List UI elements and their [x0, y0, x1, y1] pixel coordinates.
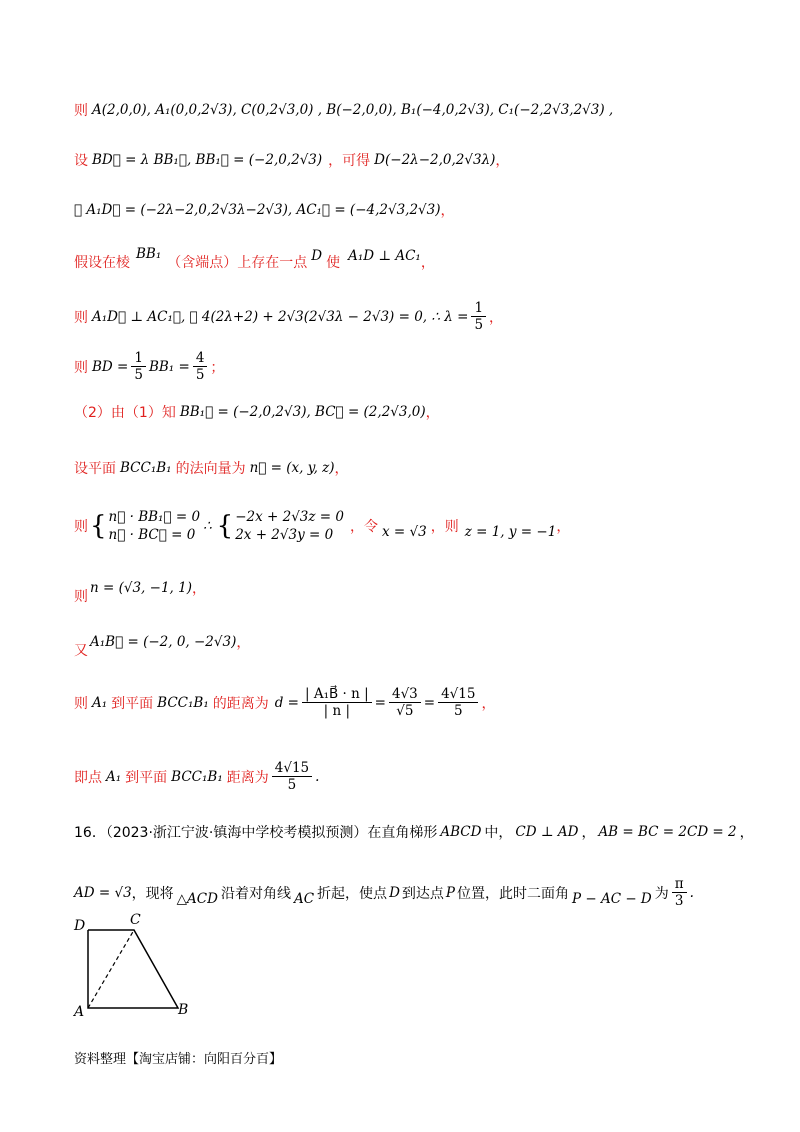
solution-line-1	[74, 100, 613, 120]
lambda-fraction	[471, 300, 486, 333]
fraction-numerator: 4√15	[272, 760, 312, 777]
punct: ，	[556, 519, 571, 535]
word-set-plane: 设平面	[74, 461, 116, 477]
vectors-math: ∴ A₁D⃗ = (−2λ−2,0,2√3λ−2√3), AC₁⃗ = (−4,2√3,2√3)	[74, 202, 441, 218]
distance-fraction-1	[302, 686, 372, 719]
fraction-numerator: 4	[193, 350, 208, 367]
solution-line-11	[74, 632, 251, 659]
distance-fraction-2	[389, 686, 421, 719]
punct: ，	[334, 461, 349, 477]
side-lengths: AB = BC = 2CD = 2	[598, 824, 737, 840]
point-a1: A₁	[92, 694, 108, 711]
plane-name: BCC₁B₁	[171, 768, 223, 785]
punct: ，	[425, 405, 440, 421]
fraction-denominator: 5	[134, 367, 143, 383]
coordinates-math: A(2,0,0), A₁(0,0,2√3), C(0,2√3,0) , B(−2,0,0), B₁(−4,0,2√3), C₁(−2,2√3,2√3) ,	[92, 102, 614, 118]
text-arrive: 到达点	[401, 885, 444, 902]
label-d: D	[74, 918, 86, 934]
solution-line-2	[74, 150, 509, 170]
comma: ，	[739, 825, 754, 841]
distance-text: 距离为	[226, 769, 269, 786]
system-1-eq-1: n⃗ · BB₁⃗ = 0	[108, 509, 201, 525]
fraction-numerator: 4√3	[389, 686, 421, 703]
word-ze: 则	[74, 309, 88, 326]
punct: ，	[236, 635, 251, 651]
punct: ，	[481, 695, 496, 712]
footer-source: 资料整理【淘宝店铺：向阳百分百】	[74, 1052, 283, 1067]
fraction-denominator: √5	[396, 703, 414, 719]
fraction-denominator: 5	[195, 367, 205, 383]
problem-16-line-2	[74, 876, 694, 909]
assumption-text: 假设在棱	[74, 255, 130, 271]
label-b: B	[178, 1002, 189, 1018]
comma: ，	[581, 825, 596, 841]
fraction-numerator: | A₁B⃗ · n |	[302, 686, 372, 703]
punct: ，	[489, 309, 504, 326]
bd-math: BD =	[92, 358, 129, 375]
dihedral-angle: P − AC − D	[571, 890, 652, 907]
solution-line-13	[74, 760, 319, 793]
word-you: 又	[74, 643, 88, 659]
solution-line-5	[74, 300, 503, 333]
solution-line-12	[74, 686, 495, 719]
point-d-math: D(−2λ−2,0,2√3λ)	[374, 152, 496, 168]
text-diagonal: 沿着对角线	[220, 885, 291, 902]
word-ze: 则	[74, 103, 88, 119]
assumption-text-2: （含端点）上存在一点	[167, 255, 308, 271]
normal-vector-result: n = (√3, −1, 1)	[90, 580, 192, 596]
label-a: A	[74, 1004, 85, 1020]
diagonal-ac: AC	[293, 890, 315, 907]
normal-vector-text: 的法向量为	[175, 461, 246, 477]
therefore-symbol: ∴	[203, 518, 212, 534]
solution-line-3	[74, 200, 455, 220]
punct: ，	[495, 153, 510, 169]
trapezoid-name: ABCD	[440, 824, 482, 840]
diagonal-ac-line	[88, 930, 134, 1008]
to-plane-text: 到平面	[125, 769, 168, 786]
perp-equation: A₁D⃗ ⊥ AC₁⃗, ∴ 4(2λ+2) + 2√3(2√3λ − 2√3) = 0, ∴ λ =	[92, 308, 469, 325]
punct: ，	[191, 581, 206, 597]
brace-2: {	[216, 511, 234, 541]
vector-a1b: A₁B⃗ = (−2, 0, −2√3)	[90, 634, 237, 650]
text-xianjiang: ，现将	[131, 885, 174, 902]
punct: ；	[210, 359, 225, 376]
cd-perp-ad: CD ⊥ AD	[515, 824, 579, 840]
vector-bd-math: BD⃗ = λ BB₁⃗, BB₁⃗ = (−2,0,2√3)	[92, 152, 323, 168]
point-d: D	[389, 884, 400, 901]
word-ze: 则	[74, 519, 88, 535]
z-y-values: z = 1, y = −1	[464, 524, 557, 540]
brace-1: {	[90, 511, 107, 541]
fraction-numerator: 1	[471, 300, 486, 317]
solution-line-4	[74, 246, 435, 272]
word-ze: 则	[74, 589, 88, 605]
perpendicular-math: A₁D ⊥ AC₁	[348, 248, 421, 264]
point-d: D	[311, 248, 323, 264]
fraction-numerator: 4√15	[438, 686, 478, 703]
solution-line-6	[74, 350, 224, 383]
fraction-denominator: 5	[287, 777, 297, 793]
period: .	[689, 884, 694, 901]
ad-length: AD = √3	[74, 884, 132, 901]
solution-line-9	[74, 508, 570, 544]
punct: ，	[420, 255, 435, 271]
edge-bb1: BB₁	[136, 246, 162, 262]
system-2	[235, 508, 344, 544]
equals-sign: =	[423, 694, 436, 711]
d-equals: d =	[274, 694, 299, 711]
fraction-denominator: 3	[674, 893, 684, 909]
point-p: P	[445, 884, 455, 901]
fraction-four-fifths	[193, 350, 208, 383]
fraction-one-fifth	[131, 350, 146, 383]
vectors-bb1-bc: BB₁⃗ = (−2,0,2√3), BC⃗ = (2,2√3,0)	[179, 404, 426, 420]
word-wei: 为	[654, 885, 669, 902]
x-value: x = √3	[382, 524, 427, 540]
fraction-numerator: π	[672, 876, 687, 893]
trapezoid-figure	[70, 912, 200, 1022]
trapezoid-outline	[88, 930, 178, 1008]
word-shi: 使	[326, 255, 341, 271]
system-1	[109, 508, 201, 544]
problem-16-line-1	[74, 822, 754, 842]
bb1-math: BB₁ =	[148, 358, 190, 375]
triangle-acd: △ACD	[176, 890, 218, 907]
pi-over-three	[672, 876, 687, 909]
problem-header: 16．（2023·浙江宁波·镇海中学校考模拟预测）在直角梯形	[74, 825, 438, 841]
distance-fraction-3	[438, 686, 478, 719]
period: .	[315, 768, 320, 785]
solution-line-7	[74, 402, 440, 422]
distance-text: 的距离为	[212, 695, 269, 712]
system-2-eq-2: 2x + 2√3y = 0	[235, 527, 334, 543]
to-plane-text: 到平面	[111, 695, 154, 712]
word-ze: 则	[74, 359, 88, 376]
plane-name: BCC₁B₁	[120, 460, 172, 476]
word-ze: 则	[74, 695, 88, 712]
normal-vector-math: n⃗ = (x, y, z)	[249, 460, 335, 476]
word-ze-2: ，则	[430, 519, 459, 535]
fraction-denominator: 5	[474, 317, 484, 333]
point-a1: A₁	[106, 768, 122, 785]
plane-name: BCC₁B₁	[157, 694, 209, 711]
part-2-intro: （2）由（1）知	[74, 405, 176, 421]
final-distance-fraction	[272, 760, 312, 793]
word-she: 设	[74, 153, 88, 169]
text-fold: 折起，使点	[317, 885, 388, 902]
word-jidian: 即点	[74, 769, 102, 786]
punct: ，	[440, 203, 455, 219]
word-ling: ，令	[350, 519, 378, 535]
solution-line-8	[74, 458, 349, 478]
fraction-numerator: 1	[131, 350, 146, 367]
fraction-denominator: | n |	[323, 703, 351, 719]
solution-line-10	[74, 578, 206, 605]
system-1-eq-2: n⃗ · BC⃗ = 0	[108, 527, 196, 543]
word-zhong: 中，	[484, 825, 513, 841]
equals-sign: =	[374, 694, 386, 711]
word-kede: ，可得	[328, 153, 371, 169]
fraction-denominator: 5	[453, 703, 463, 719]
system-2-eq-1: −2x + 2√3z = 0	[235, 509, 344, 525]
text-dihedral: 位置，此时二面角	[456, 885, 569, 902]
label-c: C	[130, 912, 141, 928]
